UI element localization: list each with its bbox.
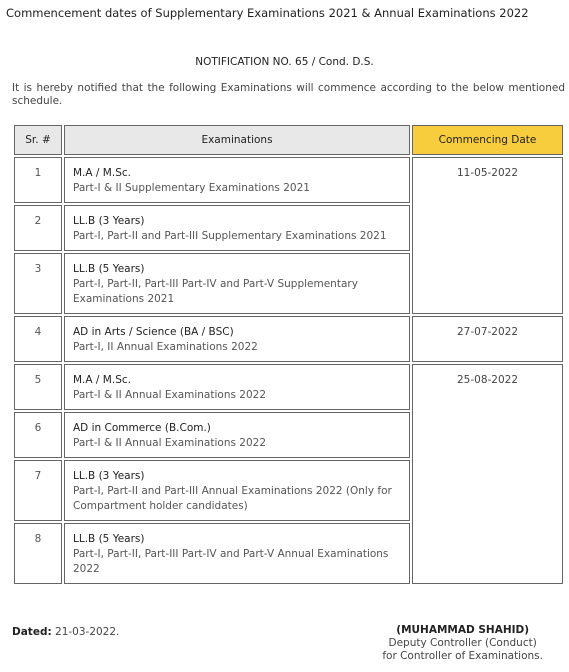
- table-header-row: [14, 125, 563, 155]
- page-title: Commencement dates of Supplementary Examinations 2021 & Annual Examinations 2022: [6, 6, 529, 20]
- row-exam: [64, 460, 410, 521]
- commencing-date: 25-08-2022: [412, 364, 563, 584]
- exam-name: AD in Commerce (B.Com.): [73, 422, 211, 434]
- signature-block: [382, 624, 543, 663]
- row-exam: [64, 412, 410, 458]
- row-exam: [64, 316, 410, 362]
- exam-detail: Part-I, Part-II, Part-III Part-IV and Part-V Supplementary Examinations 2021: [73, 278, 358, 305]
- dated-value: 21-03-2022.: [55, 626, 120, 638]
- row-sr: 8: [14, 523, 62, 584]
- exam-detail: Part-I, Part-II and Part-III Supplementary Examinations 2021: [73, 230, 387, 242]
- row-exam: [64, 157, 410, 203]
- row-exam: [64, 205, 410, 251]
- header-examinations: Examinations: [64, 125, 410, 155]
- dated-line: [12, 626, 119, 638]
- exam-name: AD in Arts / Science (BA / BSC): [73, 326, 234, 338]
- intro-text: It is hereby notified that the following Examinations will commence according to the below mentioned schedule.: [12, 82, 565, 107]
- row-sr: 7: [14, 460, 62, 521]
- table-row: [14, 316, 563, 362]
- dated-label: Dated:: [12, 626, 52, 638]
- notification-number: NOTIFICATION NO. 65 / Cond. D.S.: [195, 56, 374, 68]
- header-commencing-date: Commencing Date: [412, 125, 563, 155]
- commencing-date: 11-05-2022: [412, 157, 563, 314]
- commencing-date: 27-07-2022: [412, 316, 563, 362]
- row-sr: 4: [14, 316, 62, 362]
- table-row: [14, 364, 563, 410]
- exam-name: LL.B (3 Years): [73, 215, 145, 227]
- signatory-name: (MUHAMMAD SHAHID): [396, 624, 530, 636]
- exam-name: LL.B (5 Years): [73, 263, 145, 275]
- exam-detail: Part-I, II Annual Examinations 2022: [73, 341, 258, 353]
- exam-detail: Part-I & II Supplementary Examinations 2021: [73, 182, 310, 194]
- exam-detail: Part-I, Part-II and Part-III Annual Examinations 2022 (Only for Compartment holder candidates): [73, 485, 392, 512]
- exam-detail: Part-I & II Annual Examinations 2022: [73, 437, 267, 449]
- table-row: [14, 157, 563, 203]
- row-exam: [64, 364, 410, 410]
- row-sr: 3: [14, 253, 62, 314]
- row-exam: [64, 523, 410, 584]
- exam-detail: Part-I & II Annual Examinations 2022: [73, 389, 267, 401]
- row-sr: 1: [14, 157, 62, 203]
- exam-detail: Part-I, Part-II, Part-III Part-IV and Part-V Annual Examinations 2022: [73, 548, 389, 575]
- exam-name: M.A / M.Sc.: [73, 167, 131, 179]
- row-sr: 6: [14, 412, 62, 458]
- exam-name: LL.B (3 Years): [73, 470, 145, 482]
- exam-name: LL.B (5 Years): [73, 533, 145, 545]
- row-exam: [64, 253, 410, 314]
- row-sr: 5: [14, 364, 62, 410]
- signatory-title: Deputy Controller (Conduct): [388, 637, 537, 649]
- header-sr: Sr. #: [14, 125, 62, 155]
- signatory-for: for Controller of Examinations.: [382, 650, 543, 662]
- schedule-table: [12, 123, 565, 586]
- exam-name: M.A / M.Sc.: [73, 374, 131, 386]
- row-sr: 2: [14, 205, 62, 251]
